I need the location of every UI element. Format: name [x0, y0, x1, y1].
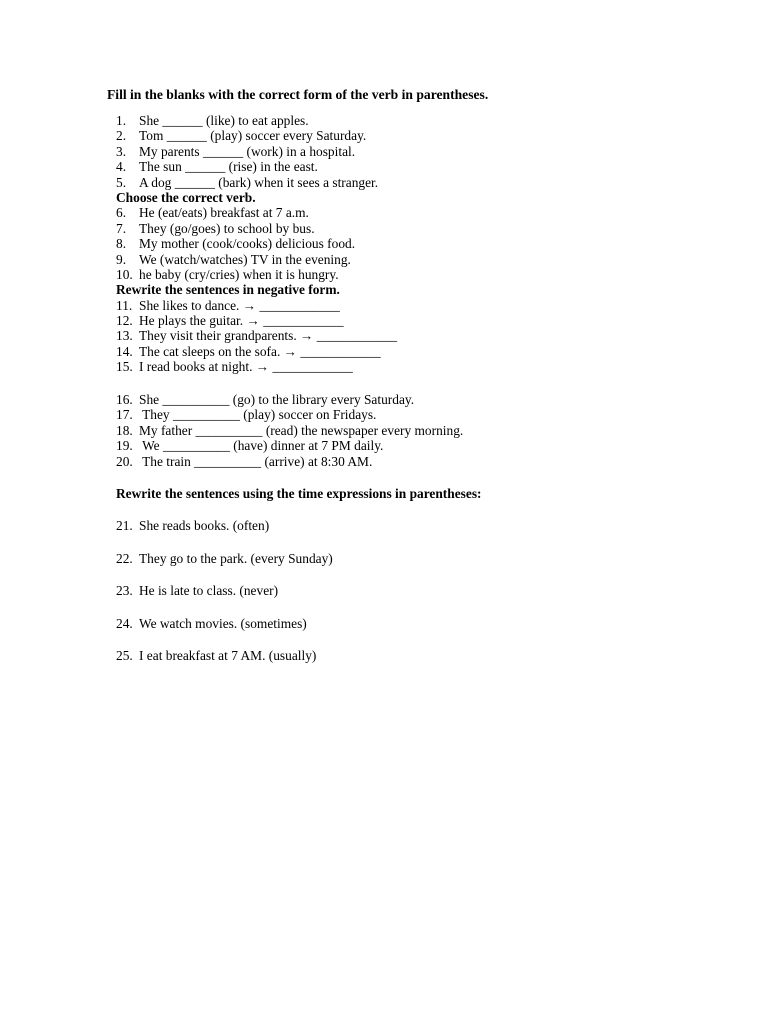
list-item: 12. He plays the guitar. → ____________: [116, 313, 344, 329]
list-item: 1. She ______ (like) to eat apples.: [116, 113, 309, 128]
section-heading-time-expressions: Rewrite the sentences using the time expressions in parentheses:: [116, 486, 482, 501]
list-item: 7. They (go/goes) to school by bus.: [116, 220, 315, 236]
list-item: 3. My parents ______ (work) in a hospital.: [116, 143, 356, 159]
list-item: 2. Tom ______ (play) soccer every Saturday.: [116, 128, 367, 144]
section-heading-negative-form: Rewrite the sentences in negative form.: [116, 282, 340, 298]
list-item: 8. My mother (cook/cooks) delicious food.: [116, 236, 356, 252]
list-item: 9. We (watch/watches) TV in the evening.: [116, 251, 351, 267]
list-item: 4. The sun ______ (rise) in the east.: [116, 159, 318, 175]
exercise-block-1-15: [116, 113, 397, 375]
list-item: 24. We watch movies. (sometimes): [116, 615, 307, 631]
list-item: 25. I eat breakfast at 7 AM. (usually): [116, 647, 317, 663]
list-item: 16. She __________ (go) to the library every Saturday.: [116, 392, 415, 407]
list-item: 17. They __________ (play) soccer on Fridays.: [116, 407, 377, 423]
list-item: 13. They visit their grandparents. → ____________: [116, 328, 398, 344]
list-item: 6. He (eat/eats) breakfast at 7 a.m.: [116, 205, 309, 221]
list-item: 18. My father __________ (read) the newspaper every morning.: [116, 422, 464, 438]
list-item: 11. She likes to dance. → ____________: [116, 297, 340, 313]
list-item: 10. he baby (cry/cries) when it is hungry.: [116, 266, 339, 282]
section-heading-choose-verb: Choose the correct verb.: [116, 189, 256, 205]
list-item: 15. I read books at night. → ____________: [116, 359, 353, 375]
exercise-block-21-25: [116, 486, 481, 680]
list-item: 5. A dog ______ (bark) when it sees a stranger.: [116, 174, 379, 190]
exercise-block-16-20: [116, 392, 463, 469]
list-item: 20. The train __________ (arrive) at 8:30 AM.: [116, 453, 373, 469]
list-item: 23. He is late to class. (never): [116, 583, 279, 599]
list-item: 22. They go to the park. (every Sunday): [116, 550, 333, 566]
worksheet-title: Fill in the blanks with the correct form of the verb in parentheses.: [107, 87, 489, 102]
list-item: 19. We __________ (have) dinner at 7 PM daily.: [116, 438, 384, 454]
list-item: 21. She reads books. (often): [116, 518, 270, 534]
list-item: 14. The cat sleeps on the sofa. → ____________: [116, 343, 381, 359]
